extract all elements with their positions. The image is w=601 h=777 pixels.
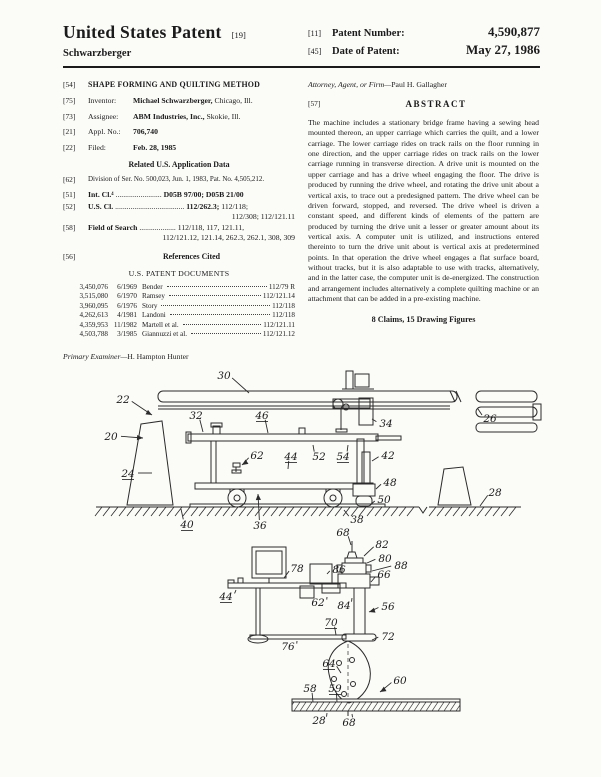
dot-leader (183, 324, 262, 325)
classification-body (88, 223, 295, 243)
field-label: Inventor: (88, 95, 117, 105)
right-column (308, 80, 539, 362)
fig2-callout-66: 66 (377, 569, 391, 581)
fig2-callout-28: 28 (312, 715, 326, 727)
fig1-callout-24: 24 (121, 468, 135, 480)
field-number: [51] (63, 190, 76, 200)
leader-line (344, 510, 349, 516)
leader-arrowhead (369, 608, 376, 613)
abstract-heading: ABSTRACT (405, 99, 467, 110)
field-value: Michael Schwarzberger, Chicago, Ill. (133, 95, 253, 105)
abstract-heading-row (308, 99, 539, 111)
spindle-cap (347, 552, 357, 558)
field-number: [54] (63, 80, 76, 89)
field-number: [22] (63, 142, 76, 152)
fig1-callout-36: 36 (253, 520, 267, 532)
patent-header (63, 22, 540, 59)
invention-title: SHAPE FORMING AND QUILTING METHOD (88, 80, 261, 89)
leader-arrowhead (256, 494, 261, 500)
citation-row (63, 311, 295, 320)
field-number: [57] (308, 99, 321, 109)
citation-date: 11/1982 (113, 320, 137, 329)
fig2-callout-68: 68 (336, 527, 350, 539)
citations-table (63, 283, 295, 340)
field-value: 706,740 (133, 127, 158, 137)
quilt-clamp (299, 428, 305, 434)
fig1-callout-34: 34 (379, 418, 393, 430)
drive-unit-housing (353, 484, 375, 496)
fig2-callout-59: 59 (328, 683, 342, 695)
us-patent-documents-heading: U.S. PATENT DOCUMENTS (128, 268, 230, 278)
citation-name: Ramsey (142, 292, 166, 301)
spindle-flange (345, 558, 363, 563)
field-number: [73] (63, 111, 76, 121)
citation-name: Martell et al. (142, 320, 179, 329)
dot-leader (170, 314, 270, 315)
dot-leader (191, 333, 261, 334)
page-title: United States Patent (63, 22, 222, 42)
left-column (63, 80, 295, 362)
classification-fields (63, 190, 295, 243)
bibliographic-columns (63, 80, 540, 362)
leader-line (367, 559, 375, 563)
field-number: [58] (63, 222, 76, 232)
classification-continuation: 112/121.12, 121.14, 262.3, 262.1, 308, 309 (162, 233, 295, 243)
fig2-callout-78: 78 (290, 563, 304, 575)
field-label: Assignee: (88, 111, 119, 121)
citation-name: Landoni (142, 311, 166, 320)
leader-arrowhead (145, 410, 152, 415)
citation-name: Giannuzzi et al. (142, 330, 188, 339)
fig2-callout-88: 88 (394, 560, 408, 572)
citation-date: 6/1976 (117, 301, 137, 310)
citation-class: 112/118 (272, 311, 295, 320)
classification-row (63, 223, 295, 243)
shaft-collar (342, 634, 376, 641)
fig1-callout-32: 32 (189, 410, 203, 422)
fig1-callout-22: 22 (116, 394, 130, 406)
date-bracket: [45] (308, 47, 322, 56)
vertical-shaft (354, 588, 365, 634)
fig2-callout-68: 68 (342, 717, 356, 729)
leader-line (364, 547, 374, 556)
citation-class: 112/121.14 (262, 292, 295, 301)
attorney-label: Attorney, Agent, or Firm— (308, 80, 392, 89)
presser-foot (336, 429, 347, 432)
field-label: Filed: (88, 142, 106, 152)
leader-line (372, 457, 379, 461)
patent-number-value: 4,590,877 (488, 24, 540, 39)
citation-date: 6/1970 (117, 292, 137, 301)
field-number: [56] (63, 252, 76, 262)
bib-field-row (63, 127, 295, 137)
fig2-callout-62: 62 (311, 597, 325, 609)
field-number: [75] (63, 95, 76, 105)
bibliographic-fields (63, 96, 295, 153)
dot-leader (161, 305, 270, 306)
citation-name: Story (142, 301, 158, 310)
control-box (252, 547, 286, 578)
date-value: May 27, 1986 (465, 42, 540, 57)
head-motor (355, 374, 369, 387)
dot-leader (169, 295, 261, 296)
header-right (308, 22, 540, 59)
citation-name: Bender (142, 282, 163, 291)
track-rail-stub (476, 391, 537, 402)
fig2-callout-58: 58 (303, 683, 317, 695)
primary-examiner-name: H. Hampton Hunter (127, 351, 189, 361)
bridge-right-leg (438, 467, 471, 505)
leader-line (480, 495, 488, 506)
classification-row (63, 202, 295, 222)
classification-continuation: 112/308; 112/121.11 (231, 211, 295, 221)
fig1-callout-62: 62 (250, 450, 264, 462)
citation-number: 3,450,076 (79, 282, 108, 291)
leader-line (235, 590, 236, 593)
leader-arrowhead (242, 460, 248, 465)
leader-line (376, 484, 381, 489)
header-rule (63, 66, 540, 68)
fig2-callout-60: 60 (393, 675, 407, 687)
classification-row (63, 190, 295, 200)
field-number: [21] (63, 127, 76, 137)
fig2-callout-76: 76 (281, 641, 295, 653)
citation-number: 4,503,788 (79, 330, 108, 339)
field-related (63, 175, 295, 184)
fig1-callout-52: 52 (312, 451, 326, 463)
ground-hatching (95, 507, 516, 516)
citation-number: 3,960,095 (79, 301, 108, 310)
fig2-callout-64: 64 (322, 658, 336, 670)
citation-row (63, 321, 295, 330)
fig2-callout-56: 56 (381, 601, 395, 613)
related-data-heading: Related U.S. Application Data (128, 160, 230, 170)
patent-number-label: Patent Number: (332, 28, 405, 39)
citation-date: 4/1981 (117, 311, 137, 320)
citation-class: 112/118 (272, 301, 295, 310)
fig2-callout-82: 82 (375, 539, 389, 551)
patent-drawing (0, 360, 601, 777)
bridge-left-leg (127, 421, 173, 505)
fig1-callout-20: 20 (104, 431, 118, 443)
citation-class: 112/79 R (268, 282, 295, 291)
citation-number: 4,262,613 (79, 311, 108, 320)
field-number: [62] (63, 175, 76, 185)
fig2-callout-72: 72 (381, 631, 395, 643)
field-value: Feb. 28, 1985 (133, 142, 177, 152)
fig1-callout-50: 50 (377, 494, 391, 506)
callout-labels (103, 370, 502, 729)
references-heading-row (63, 252, 295, 262)
bib-field-row (63, 96, 295, 106)
bib-field-row (63, 112, 295, 122)
leader-line (181, 509, 183, 519)
citation-date: 6/1969 (117, 282, 137, 291)
fig1-callout-38: 38 (350, 514, 364, 526)
claims-line: 8 Claims, 15 Drawing Figures (371, 315, 476, 325)
field-title (63, 80, 295, 90)
citation-class: 112/121.11 (263, 320, 295, 329)
citation-number: 3,515,080 (79, 292, 108, 301)
attorney-name: Paul H. Gallagher (391, 80, 447, 89)
citation-number: 4,359,953 (79, 320, 108, 329)
fig1-callout-28: 28 (488, 487, 502, 499)
header-left (63, 22, 246, 59)
fig2-callout-80: 80 (378, 553, 392, 565)
fig1-callout-26: 26 (483, 413, 497, 425)
citation-row (63, 302, 295, 311)
leader-line (478, 409, 482, 415)
fig2-callout-86: 86 (332, 564, 346, 576)
classification-body (88, 202, 295, 222)
abstract-text: The machine includes a stationary bridge frame having a sewing head mounted thereon, an upper carriage which carries the quilt, and a lower carriage. The lower carriage rides on track rails on the floor running in one direction, and the upper carriage rides on track rails on the lower carriage running in transverse direction. A drive unit is mounted on the upper carriage and has a drive wheel engaging the floor. The drive is produced by running the drive wheel, and rotating the drive unit about a vertical axis, to trace out a predesigned pattern. The drive wheel can be driven forward, stopped, and reversed. The drive wheel is driven a constant speed, and different kinds of elements of the pattern are produced by turning the drive unit a lesser or greater amount about its vertical axis. A computer unit is utilized, and instructions entered thereinto to turn the drive unit about is vertical axis at predetermined points. In that operation the drive wheel engages a flat surface board, without tracks, but it is also adaptable to use with tracks, alternatively, and in the latter case, the computer unit is de-energized. The construction and arrangement includes alternatively a complete quilting machine or an attachment that can be added in a pre-existing machine. (308, 118, 539, 303)
drive-unit-shaft (362, 452, 370, 485)
classification-line: U.S. Cl. .................................... 112/262.3; 112/118; (88, 201, 249, 211)
classification-line: Int. Cl.⁴ ........................ D05B 97/00; D05B 21/00 (88, 190, 244, 200)
upper-carriage-table (188, 434, 378, 441)
fig1-callout-42: 42 (381, 450, 395, 462)
patent-number-bracket: [11] (308, 29, 322, 38)
bib-field-row (63, 143, 295, 153)
fig2-callout-84: 84 (337, 600, 351, 612)
field-number: [52] (63, 201, 76, 211)
citation-row (63, 283, 295, 292)
fig1-callout-40: 40 (180, 519, 194, 531)
citation-date: 3/1985 (117, 330, 137, 339)
fig2-callout-70: 70 (324, 617, 338, 629)
title-bracket: [19] (231, 30, 246, 40)
fig1-callout-44: 44 (284, 451, 298, 463)
fig1-callout-30: 30 (217, 370, 231, 382)
support-post (256, 588, 260, 635)
surface-board (292, 702, 460, 711)
figure-machine-side-view (95, 371, 541, 516)
leader-line (327, 571, 330, 574)
lower-carriage-platform (195, 483, 373, 489)
classification-line: Field of Search ................... 112/118, 117, 121.11, (88, 222, 245, 232)
bridge-beam (158, 391, 457, 402)
carriage-post (211, 441, 216, 483)
head-motor-post (346, 371, 353, 389)
date-label: Date of Patent: (332, 46, 400, 57)
classification-body (88, 190, 295, 200)
citation-row (63, 330, 295, 339)
dot-leader (167, 286, 267, 287)
inventor-surname: Schwarzberger (63, 48, 132, 59)
citation-class: 112/121.12 (262, 330, 295, 339)
references-heading: References Cited (162, 252, 221, 262)
attorney-line (308, 80, 539, 90)
fig1-callout-54: 54 (336, 451, 350, 463)
fig1-callout-46: 46 (255, 410, 269, 422)
related-data-text: Division of Ser. No. 500,023, Jun. 1, 1983, Pat. No. 4,505,212. (88, 175, 265, 184)
gear-block (310, 564, 332, 584)
citation-row (63, 292, 295, 301)
primary-examiner-label: Primary Examiner— (63, 351, 128, 361)
field-value: ABM Industries, Inc., Skokie, Ill. (133, 111, 241, 121)
fig1-callout-48: 48 (383, 477, 397, 489)
carriage-post (357, 439, 364, 484)
field-label: Appl. No.: (88, 127, 121, 137)
fig2-callout-44: 44 (219, 591, 233, 603)
